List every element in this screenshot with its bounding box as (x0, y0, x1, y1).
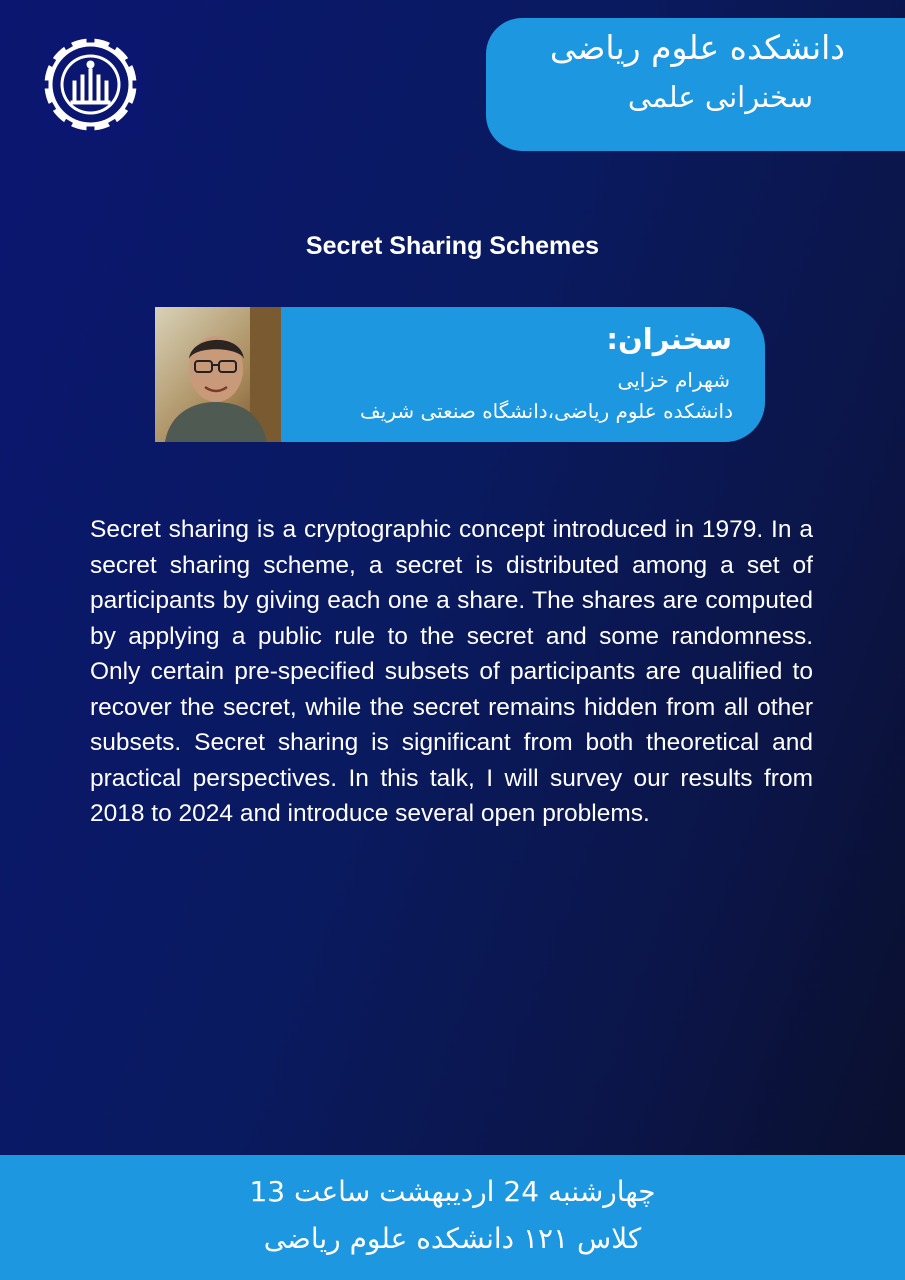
event-type: سخنرانی علمی (627, 80, 813, 114)
speaker-label: سخنران: (606, 322, 732, 356)
event-location: کلاس ۱۲۱ دانشکده علوم ریاضی (263, 1222, 642, 1255)
talk-abstract: Secret sharing is a cryptographic concept introduced in 1979. In a secret sharing scheme, a secret is distributed among a set of participants by giving each one a share. The shares are computed by applying a public rule to the secret and some randomness. Only certain pre-specified subsets of participants are qualified to recover the secret, while the secret remains hidden from all other subsets. Secret sharing is significant from both theoretical and practical perspectives. In this talk, I will survey our results from 2018 to 2024 and introduce several open problems. (90, 516, 813, 827)
speaker-name: شهرام خزایی (617, 368, 730, 392)
speaker-photo (155, 307, 281, 442)
speaker-affiliation: دانشکده علوم ریاضی،دانشگاه صنعتی شریف (360, 399, 733, 423)
event-datetime: چهارشنبه 24 اردیبهشت ساعت 13 (249, 1175, 656, 1208)
faculty-title: دانشکده علوم ریاضی (549, 28, 845, 67)
footer-banner (0, 1155, 905, 1280)
university-emblem-icon (38, 32, 143, 137)
talk-title: Secret Sharing Schemes (305, 232, 600, 260)
university-logo (38, 32, 143, 137)
